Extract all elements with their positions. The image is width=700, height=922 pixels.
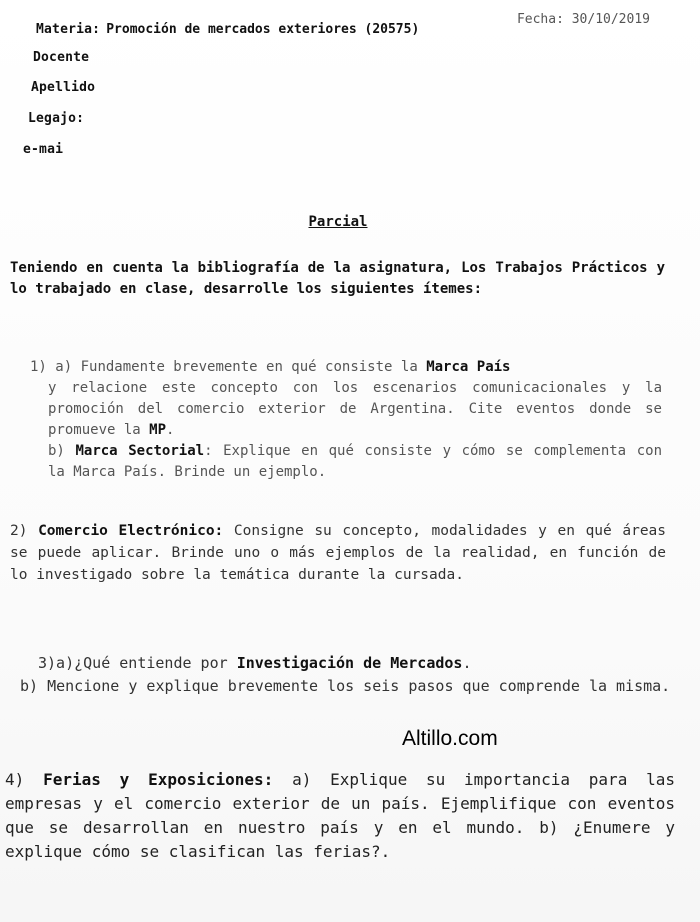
question-2 xyxy=(10,520,666,586)
question-1a-keyword-mp: MP xyxy=(149,422,167,438)
exam-title: Parcial xyxy=(308,214,368,230)
question-1a-number: 1) a) xyxy=(30,359,73,375)
question-2-text: Consigne su concepto, modalidades y en qué áreas se puede aplicar. Brinde uno o más ejemplos de la realidad, en función de lo investigado sobre la temática durante la cursada. xyxy=(10,523,667,583)
question-1a-keyword-marca-pais: Marca País xyxy=(426,359,511,375)
question-1b-text: : Explique en qué consiste y cómo se complementa con la Marca País. Brinde un ejemplo. xyxy=(48,443,662,480)
question-3a-number: 3)a) xyxy=(38,654,75,672)
question-1a-text-start: Fundamente brevemente en qué consiste la xyxy=(80,359,418,375)
surname-field xyxy=(31,80,95,95)
surname-label: Apellido xyxy=(31,80,96,95)
question-2-keyword: Comercio Electrónico: xyxy=(38,523,224,539)
file-number-label: Legajo: xyxy=(28,111,85,126)
question-1b-keyword: Marca Sectorial xyxy=(75,443,205,459)
question-4-text: a) Explique su importancia para las empresas y el comercio exterior de un país. Ejemplifique con eventos que se desarrollan en nuestro país y en el mundo. b) ¿Enumere y explique cómo se clasifican las ferias?. xyxy=(5,770,676,861)
question-1b-number: b) xyxy=(48,443,65,459)
question-3b-text: b) Mencione y explique brevemente los seis pasos que comprende la misma. xyxy=(20,677,671,695)
exam-instructions: Teniendo en cuenta la bibliografía de la asignatura, Los Trabajos Prácticos y lo trabajado en clase, desarrolle los siguientes ítemes: xyxy=(10,260,665,297)
question-4 xyxy=(5,768,675,864)
subject-label: Materia: xyxy=(36,22,101,37)
watermark: Altillo.com xyxy=(402,727,498,750)
question-1: 1) a) Fundamente brevemente en qué consiste la Marca País y relacione este concepto con los escenarios comunicacionales y la promoción del comercio exterior de Argentina. Cite eventos donde se promueve la MP. b) Marca Sectorial: Explique en qué consiste y cómo se complementa con la Marca País. Brinde un ejemplo. xyxy=(30,359,662,480)
exam-date: Fecha: 30/10/2019 xyxy=(516,12,650,27)
email-field xyxy=(23,142,63,157)
subject-value: Promoción de mercados exteriores (20575) xyxy=(106,22,420,37)
question-1a-text-end: y relacione este concepto con los escenarios comunicacionales y la promoción del comercio exterior de Argentina. Cite eventos donde se promueve la xyxy=(48,380,662,438)
email-label: e-mai xyxy=(23,142,64,157)
file-number-field xyxy=(28,111,84,126)
question-4-number: 4) xyxy=(5,770,25,789)
subject-field xyxy=(36,22,419,37)
question-4-keyword: Ferias y Exposiciones: xyxy=(43,770,274,789)
question-3: 3)a)¿Qué entiende por Investigación de Mercados. b) Mencione y explique brevemente los seis pasos que comprende la misma. xyxy=(20,652,672,698)
question-3a-keyword: Investigación de Mercados xyxy=(236,654,463,672)
teacher-label: Docente xyxy=(33,50,90,65)
teacher-field xyxy=(33,50,89,65)
question-2-number: 2) xyxy=(10,523,28,539)
question-3a-text: ¿Qué entiende por xyxy=(74,654,228,672)
